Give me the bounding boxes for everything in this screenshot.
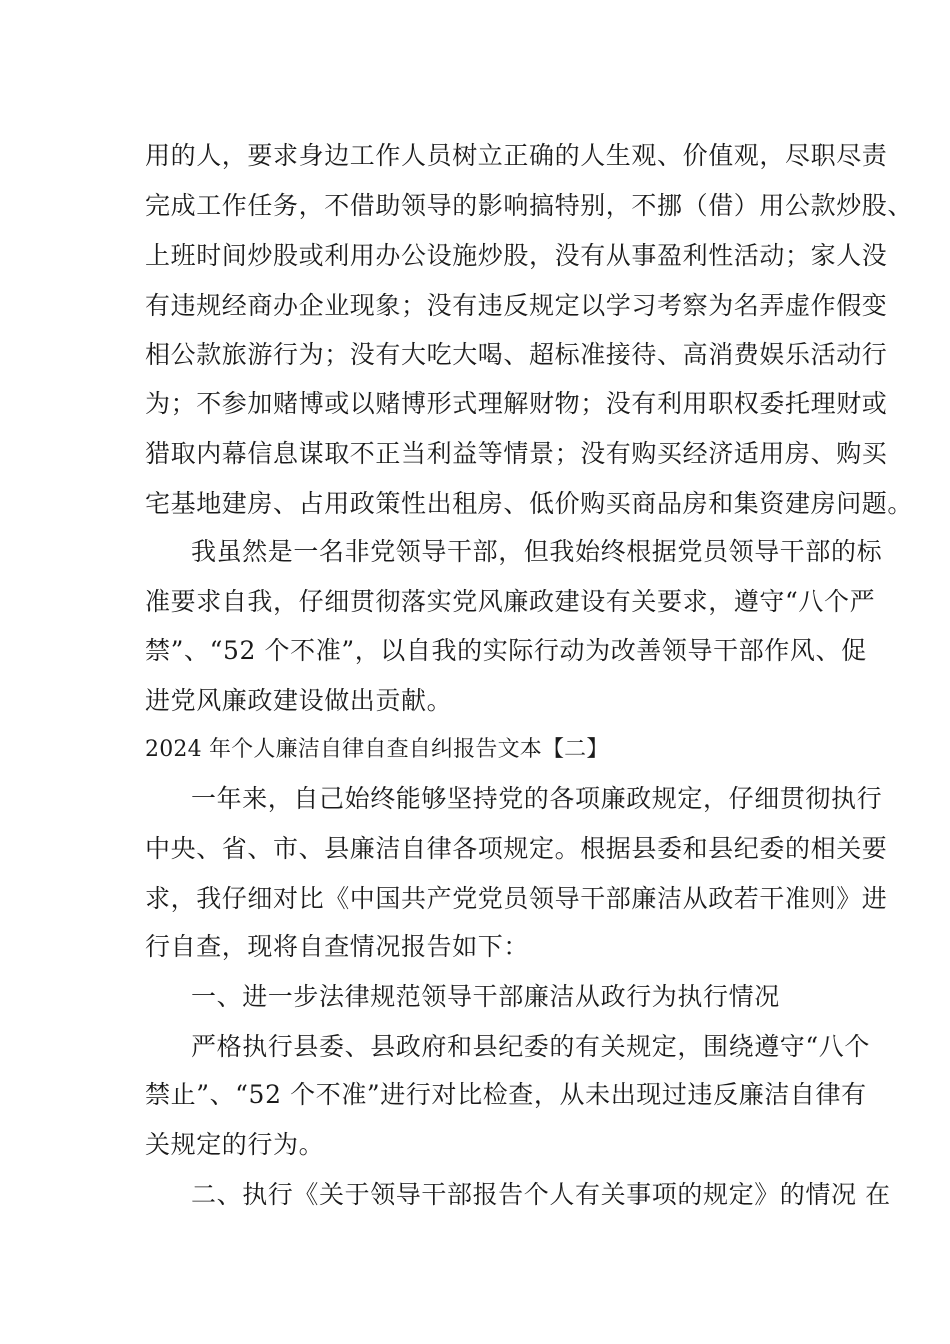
subheading-2: 二、执行《关于领导干部报告个人有关事项的规定》的情况 在	[191, 1180, 891, 1209]
paragraph-4-line: 严格执行县委、县政府和县纪委的有关规定，围绕遵守“八个	[191, 1032, 870, 1061]
paragraph-1-line: 用的人，要求身边工作人员树立正确的人生观、价值观，尽职尽责	[145, 141, 888, 170]
paragraph-2-line: 禁”、“52 个不准”，以自我的实际行动为改善领导干部作风、促	[145, 636, 867, 665]
paragraph-1-line: 完成工作任务，不借助领导的影响搞特别，不挪（借）用公款炒股、	[145, 191, 914, 220]
paragraph-2-line: 进党风廉政建设做出贡献。	[145, 686, 453, 715]
paragraph-4-line: 关规定的行为。	[145, 1130, 325, 1159]
subheading-1: 一、进一步法律规范领导干部廉洁从政行为执行情况	[191, 982, 780, 1011]
paragraph-3-line: 一年来，自己始终能够坚持党的各项廉政规定，仔细贯彻执行	[191, 784, 883, 813]
paragraph-2-line: 我虽然是一名非党领导干部，但我始终根据党员领导干部的标	[191, 537, 883, 566]
paragraph-1-line: 相公款旅游行为；没有大吃大喝、超标准接待、高消费娱乐活动行	[145, 340, 888, 369]
section-heading: 2024 年个人廉洁自律自查自纠报告文本【二】	[145, 737, 609, 762]
paragraph-3-line: 求，我仔细对比《中国共产党党员领导干部廉洁从政若干准则》进	[145, 884, 888, 913]
paragraph-1-line: 为；不参加赌博或以赌博形式理解财物；没有利用职权委托理财或	[145, 389, 888, 418]
paragraph-4-line: 禁止”、“52 个不准”进行对比检查，从未出现过违反廉洁自律有	[145, 1080, 867, 1109]
paragraph-2-line: 准要求自我，仔细贯彻落实党风廉政建设有关要求，遵守“八个严	[145, 587, 876, 616]
paragraph-1-line: 上班时间炒股或利用办公设施炒股，没有从事盈利性活动；家人没	[145, 241, 888, 270]
paragraph-1-line: 有违规经商办企业现象；没有违反规定以学习考察为名弄虚作假变	[145, 291, 888, 320]
paragraph-1-line: 猎取内幕信息谋取不正当利益等情景；没有购买经济适用房、购买	[145, 439, 888, 468]
paragraph-1-line: 宅基地建房、占用政策性出租房、低价购买商品房和集资建房问题。	[145, 489, 914, 518]
paragraph-3-line: 行自查，现将自查情况报告如下：	[145, 932, 530, 961]
paragraph-3-line: 中央、省、市、县廉洁自律各项规定。根据县委和县纪委的相关要	[145, 834, 888, 863]
